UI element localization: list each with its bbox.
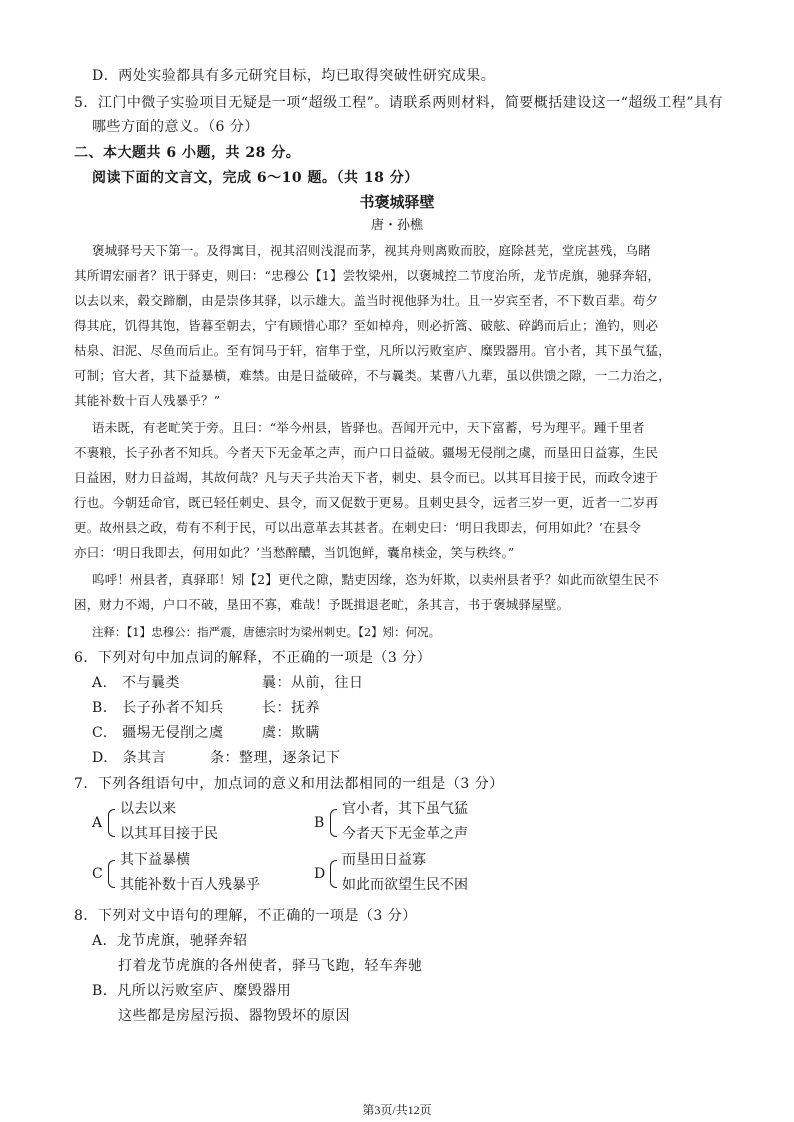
q6-option-b-explanation: 长：抚养 bbox=[262, 700, 320, 716]
q8-option-b-explanation: 这些都是房屋污损、器物毁坏的原因 bbox=[118, 1008, 350, 1024]
passage-p1-line6: 可制；官大者，其下益暴横，难禁。由是日益破碎，不与曩类。某曹八九辈，虽以供馈之隙，一二力治之， bbox=[74, 368, 671, 383]
q6-option-c: C. 疆埸无侵削之虞 bbox=[92, 725, 224, 741]
passage-title: 书褒城驿壁 bbox=[359, 193, 435, 211]
passage-p2-line3: 日益困，财力日益竭，其故何哉？凡与天子共治天下者，刺史、县令而已。以其耳目接于民，而政令速于 bbox=[74, 470, 659, 485]
passage-p1-line7: 其能补数十百人残暴乎？” bbox=[74, 393, 221, 408]
q6-option-b: B. 长子孙者不知兵 bbox=[92, 700, 224, 716]
q7-option-a-bottom: 以其耳目接于民 bbox=[120, 826, 218, 842]
q8-option-b: B．凡所以污败室庐、糜毁器用 bbox=[92, 983, 292, 999]
passage-p1-line4: 得其庇，饥得其饱，皆暮至朝去，宁有顾惜心耶？至如棹舟，则必折篙、破舷、碎鹢而后止；渔钓，则必 bbox=[74, 318, 659, 333]
passage-p2-line6: 亦曰：‘明日我即去，何用如此？’当愁醉醲，当饥饱鲜，囊帛椟金，笑与秩终。” bbox=[74, 545, 515, 560]
q4-option-d: D．两处实验都具有多元研究目标，均已取得突破性研究成果。 bbox=[92, 68, 496, 84]
passage-p3-line2: 困，财力不竭，户口不破，垦田不寡，难哉！予既揖退老甿，条其言，书于褒城驿屋壁。 bbox=[74, 597, 570, 612]
q7-option-d-bottom: 如此而欲望生民不困 bbox=[342, 877, 468, 893]
passage-p3-line1: 呜呼！州县者，真驿耶！矧【2】更代之隙，黠吏因缘，恣为奸欺，以卖州县者乎？如此而欲望生民不 bbox=[92, 572, 659, 587]
question-5-line1: 5．江门中微子实验项目无疑是一项“超级工程”。请联系两则材料，简要概括建设这一“超级工程”具有 bbox=[74, 95, 724, 111]
q6-option-d: D. 条其言 bbox=[92, 750, 167, 766]
passage-p1-line1: 褒城驿号天下第一。及得寓目，视其沼则浅混而茅，视其舟则离败而胶，庭除甚芜，堂庑甚残，乌睹 bbox=[92, 243, 651, 258]
q6-option-d-explanation: 条：整理，逐条记下 bbox=[210, 750, 341, 766]
q7-option-c-brace bbox=[108, 860, 115, 888]
q6-option-a: A. 不与曩类 bbox=[92, 675, 181, 691]
q7-option-b-top: 官小者，其下虽气猛 bbox=[342, 801, 468, 817]
q7-option-c-top: 其下益暴横 bbox=[120, 852, 190, 868]
passage-p1-line2: 其所谓宏丽者？讯于驿吏，则曰：“忠穆公【1】尝牧梁州，以褒城控二节度治所，龙节虎旗，驰驿奔轺， bbox=[74, 268, 661, 283]
q6-option-a-explanation: 曩：从前，往日 bbox=[262, 675, 364, 691]
q7-option-b-letter: B bbox=[314, 815, 325, 831]
question-6: 6．下列对句中加点词的解释，不正确的一项是（3 分） bbox=[74, 650, 432, 666]
passage-p1-line3: 以去以来，毂交蹄劘，由是崇侈其驿，以示雄大。盖当时视他驿为壮。且一岁宾至者，不下数百辈。苟夕 bbox=[74, 293, 659, 308]
q7-option-d-letter: D bbox=[314, 866, 326, 882]
q7-option-a-letter: A bbox=[92, 815, 103, 831]
reading-intro: 阅读下面的文言文，完成 6～10 题。（共 18 分） bbox=[92, 170, 419, 186]
q8-option-a: A．龙节虎旗，驰驿奔轺 bbox=[92, 933, 248, 949]
question-8: 8．下列对文中语句的理解，不正确的一项是（3 分） bbox=[74, 908, 417, 924]
q8-option-a-explanation: 打着龙节虎旗的各州使者，驿马飞跑，轻车奔驰 bbox=[118, 958, 423, 974]
q6-option-c-explanation: 虞：欺瞒 bbox=[262, 725, 320, 741]
q7-option-b-brace bbox=[330, 809, 337, 837]
passage-notes: 注释：【1】忠穆公：指严震，唐德宗时为梁州刺史。【2】矧：何况。 bbox=[92, 625, 441, 639]
passage-p2-line5: 更。故州县之政，苟有不利于民，可以出意革去其甚者。在刺史曰：‘明日我即去，何用如此？’在县令 bbox=[74, 520, 642, 535]
q7-option-c-bottom: 其能补数十百人残暴乎 bbox=[120, 877, 260, 893]
section-2-heading: 二、本大题共 6 小题，共 28 分。 bbox=[74, 145, 301, 161]
q7-option-d-top: 而垦田日益寡 bbox=[342, 852, 426, 868]
q7-option-a-brace bbox=[108, 809, 115, 837]
q7-option-b-bottom: 今者天下无金革之声 bbox=[342, 826, 468, 842]
passage-p2-line1: 语未既，有老甿笑于旁。且曰：“举今州县，皆驿也。吾闻开元中，天下富蓄，号为理平。踵千里者 bbox=[92, 420, 645, 435]
passage-author: 唐・孙樵 bbox=[370, 218, 423, 233]
question-5-line2: 哪些方面的意义。（6 分） bbox=[92, 119, 259, 135]
question-7: 7．下列各组语句中，加点词的意义和用法都相同的一组是（3 分） bbox=[74, 776, 504, 792]
page-number: 第3页/共12页 bbox=[362, 1103, 432, 1117]
passage-p1-line5: 枯泉、汩泥、尽鱼而后止。至有饲马于轩，宿隼于堂，凡所以污败室庐、糜毁器用。官小者，其下虽气猛， bbox=[74, 343, 671, 358]
q7-option-a-top: 以去以来 bbox=[120, 801, 176, 817]
passage-p2-line4: 行也。今朝廷命官，既已轻任刺史、县令，而又促数于更易。且刺史县令，远者三岁一更，近者一二岁再 bbox=[74, 495, 659, 510]
q7-option-d-brace bbox=[330, 860, 337, 888]
q7-option-c-letter: C bbox=[92, 866, 103, 882]
passage-p2-line2: 不裹粮，长子孙者不知兵。今者天下无金革之声，而户口日益破。疆埸无侵削之虞，而垦田日益寡，生民 bbox=[74, 445, 659, 460]
